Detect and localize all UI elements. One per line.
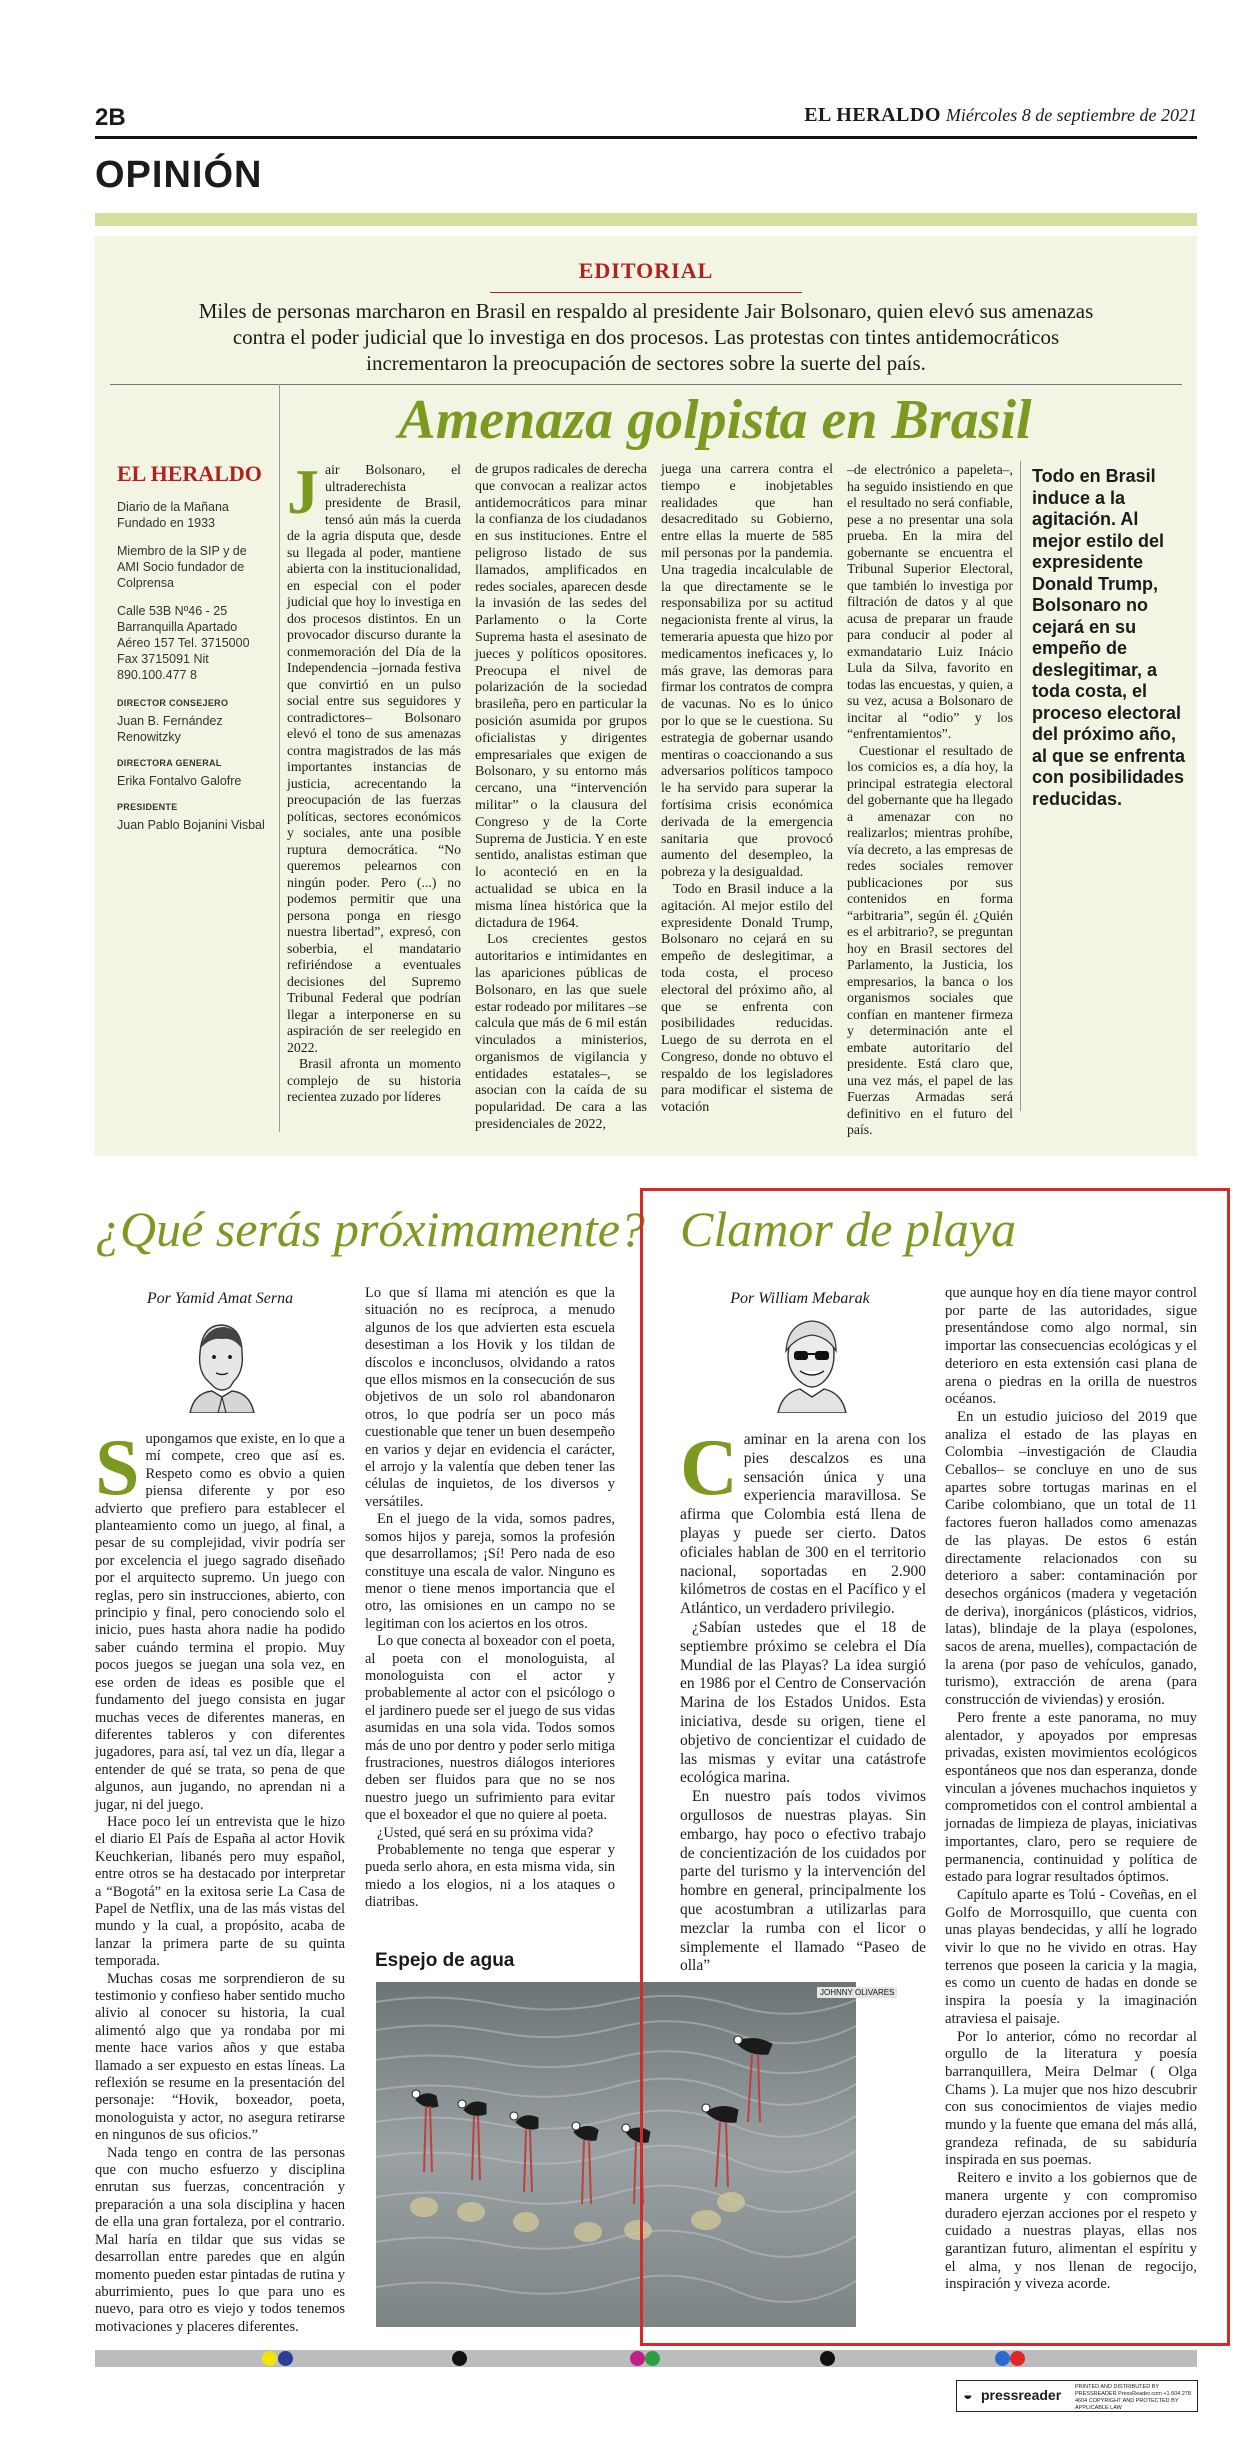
paragraph-text: air Bolsonaro, el ultraderechista presidente de Brasil, tensó aún más la cuerda de la agria disputa que, desde su llegada al poder, mantiene abierta con la institucionalidad, en especial con el poder judicial que hoy lo investiga en dos procesos distintos. En un provocador discurso durante la conmemoración del Día de la Independencia –jornada festiva que convirtió en un pulso social entre sus seguidores y contradictores– Bolsonaro elevó el tono de sus amenazas contra magistrados de las más importantes instancias de justicia, acrecentando la preocupación de las fuerzas políticas, sectores económicos y sociales, ante una posible ruptura democrática. “No queremos pelearnos con ningún poder. Pero (...) no podemos permitir que una persona ponga en riesgo nuestra libertad”, expresó, con soberbia, el mandatario refiriéndose a eventuales decisiones del Supremo Tribunal Federal que podrían llegar a interponerse en su aspiración de ser reelegido en 2022. bbox=[287, 462, 461, 1055]
paragraph: Reitero e invito a los gobiernos que de manera urgente y con compromiso duradero ejerzan acciones por el respeto y cuidado a nuestras playas, ellas nos garantizan futuro, alimentan el espíritu y el alma, y nos llenan de regocijo, inspiración y viveza acorde. bbox=[945, 2170, 1197, 2293]
registration-dot-black bbox=[820, 2351, 835, 2366]
paragraph: Nada tengo en contra de las personas que con mucho esfuerzo y disciplina enrutan sus fuerzas, concentración y preparación a una sola disciplina y hacen de ella una gran fortaleza, por el contrario. Mal haría en tildar que sus vidas se desarrollan entre paredes que en algún momento pueden estar pintadas de rutina y aburrimiento, pues lo que para uno es nuevo, para otro es viejo y todos tenemos motivaciones y placeres diferentes. bbox=[95, 2144, 345, 2335]
kicker-underline bbox=[490, 292, 802, 293]
newspaper-credits bbox=[117, 461, 269, 839]
membership-info: Miembro de la SIP y de AMI Socio fundador de Colprensa bbox=[117, 544, 247, 590]
section-color-bar bbox=[95, 213, 1197, 226]
byline: Por William Mebarak bbox=[730, 1290, 870, 1307]
editorial-headline: Amenaza golpista en Brasil bbox=[398, 389, 1032, 451]
editorial-column-3 bbox=[661, 462, 833, 1117]
paragraph bbox=[287, 456, 461, 1056]
paragraph: de grupos radicales de derecha que convocan a realizar actos antidemocráticos para minar la confianza de los ciudadanos en sus instituciones. Entre el peligroso listado de sus llamados, amplificados en redes sociales, aparecen desde la invasión de las sedes del Parlamento o la Corte Suprema hasta el asesinato de jueces y políticos opositores. Preocupa el nivel de polarización de la sociedad brasileña, pero en particular la posición asumida por grupos oficialistas y dirigentes empresariales que exigen de Bolsonaro, y su entorno más cercano, una “intervención militar” o la clausura del Congreso y de la Corte Suprema de Justicia. Y en este sentido, analistas estiman que lo aconteció en en la actualidad se ubica en la misma línea histórica que la dictadura de 1964. bbox=[475, 462, 647, 931]
paragraph: Muchas cosas me sorprendieron de su testimonio y confieso haber sentido mucho alivio al conocer su historia, la cual alimentó algo que ya rondaba por mi mente hace varios años y que estaba llamado a ser expuesto en estas líneas. La reflexión se resume en la presentación del personaje: “Hovik, boxeador, poeta, monologuista y actor, no asegura retirarse en ningunos de sus oficios.” bbox=[95, 1970, 345, 2144]
pressreader-legal: PRINTED AND DISTRIBUTED BY PRESSREADER PressReader.com +1 604 278 4604 COPYRIGHT AND PROTECTED BY APPLICABLE LAW bbox=[1075, 2384, 1192, 2411]
opinion-column-left-2 bbox=[365, 1285, 615, 1912]
editorial-column-1 bbox=[287, 456, 461, 1106]
opinion-column-left-1 bbox=[95, 1424, 345, 2336]
editorial-box bbox=[95, 236, 1197, 1156]
editorial-column-2 bbox=[475, 462, 647, 1134]
paragraph: Lo que sí llama mi atención es que la situación no es recíproca, a menudo algunos de los que advierten esta escuela desestiman a los Hovik y los tildan de díscolos e inconclusos, olvidando a ratos que ellos mismos en la consecución de sus objetivos de un solo rol abandonaron otros, lo que podría ser un poco más cuestionable que tener un buen desempeño en varios y dejar en evidencia el carácter, el arrojo y la valentía que deben tener las células de inquietos, de los diversos y versátiles. bbox=[365, 1285, 615, 1510]
registration-dot-blue bbox=[278, 2351, 293, 2366]
paragraph: ¿Usted, qué será en su próxima vida? bbox=[377, 1824, 594, 1841]
paragraph-text: upongamos que existe, en lo que a mí compete, creo que así es. Respeto como es obvio a quien piensa diferente y por eso advierto que prefiero para establecer el planteamiento como un juego, al final, a pesar de su complejidad, vivir podría ser por excelencia el juego sagrado diseñado por el arquitecto supremo. Un juego con reglas, pero sin instrucciones, abierto, con principio y final, pero conociendo solo el inicio, pues hasta ahora nadie ha podido saber cuándo termina el propio. Muy pocos juegos se juegan una sola vez, en ese orden de ideas es posible que el fundamento del juego consista en jugar muchas veces de diferentes maneras, en diferentes tableros y con diferentes jugadores, para así, tal vez un día, llegar a entender de qué se trata, so pena de que algunos, aun jugando, no aprendan ni a jugar, ni del juego. bbox=[95, 1431, 345, 1813]
registration-dot-black bbox=[452, 2351, 467, 2366]
paragraph: juega una carrera contra el tiempo e inobjetables realidades que han desacreditado su Gobierno, entre ellas la muerte de 585 mil personas por la pandemia. Una tragedia incalculable de la que directamente se le responsabiliza por su actitud negacionista frente al virus, la temeraria apuesta que hizo por medicamentos ineficaces y, lo más grave, las demoras para firmar los contratos de compra de vacunas. No es lo único por lo que se le cuestiona. Su estrategia de gobernar usando mentiras o coaccionando a sus adversarios políticos tampoco le ha servido para superar la fortísima crisis económica derivada de la emergencia sanitaria que provocó aumento del desempleo, la pobreza y la desigualdad. bbox=[661, 462, 833, 881]
registration-dot-yellow bbox=[262, 2351, 277, 2366]
masthead bbox=[804, 104, 1197, 127]
drop-cap: S bbox=[95, 1424, 140, 1512]
registration-dot-red bbox=[1010, 2351, 1025, 2366]
column-rule bbox=[279, 384, 280, 1132]
section-title: OPINIÓN bbox=[95, 154, 263, 196]
opinion-headline: ¿Qué serás próximamente? bbox=[95, 1201, 645, 1257]
top-rule bbox=[95, 136, 1197, 139]
paragraph: Pero frente a este panorama, no muy alentador, y apoyados por empresas privadas, existen movimientos ecológicos espontáneos que nos dan esperanza, donde vinculan a jóvenes muchachos inquietos y comprometidos con el control ambiental a jornadas de limpieza de playas, iniciativas importantes, claro, pero se requiere de permanencia, continuidad y política de estado para lograr resultados óptimos. bbox=[945, 1709, 1197, 1886]
staff-role: DIRECTORA GENERAL bbox=[117, 758, 222, 768]
paragraph: Lo que conecta al boxeador con el poeta, al poeta con el monologuista, al monologuista con el actor y probablemente al actor con el psicólogo o el jardinero puede ser el juego de sus vidas asumidas en una sola vida. Todos somos más de uno por dentro y poder serlo mitiga frustraciones, nuestros diálogos interiores deben ser fluidos para que no se nos nuestro juego un sufrimiento para evitar que el boxeador el que no quiere al poeta. bbox=[365, 1633, 615, 1824]
paragraph: Capítulo aparte es Tolú - Coveñas, en el Golfo de Morrosquillo, que cuenta con unas playas bendecidas, y allí he logrado vivir lo que no he vivido en otras. Hay terrenos que poseen la caricia y la magia, es como un cuento de hadas en donde se inspira la poesía y la imaginación atraviesa el paisaje. bbox=[945, 1886, 1197, 2027]
selection-highlight-box bbox=[640, 1188, 1230, 2346]
staff-name: Erika Fontalvo Galofre bbox=[117, 774, 242, 788]
paragraph bbox=[95, 1424, 345, 1814]
editorial-column-4 bbox=[847, 462, 1013, 1139]
drop-cap: J bbox=[287, 456, 319, 527]
editorial-divider bbox=[110, 384, 1182, 385]
drop-cap: C bbox=[680, 1424, 738, 1512]
column-rule bbox=[1020, 461, 1021, 1111]
issue-date: Miércoles 8 de septiembre de 2021 bbox=[945, 105, 1197, 125]
paragraph: –de electrónico a papeleta–, ha seguido insistiendo en que el resultado no será confiable, pese a no presentar una sola prueba. En la mira del gobernante se encuentra el Tribunal Superior Electoral, que también lo investiga por filtración de datos y al que acusa de preparar un fraude para conducir al poder al exmandatario Luiz Inácio Lula da Silva, favorito en todas las encuestas, y quien, a su vez, acusa a Bolsonaro de incitar al “odio” y los “enfrentamientos”. bbox=[847, 462, 1013, 741]
paragraph: Brasil afronta un momento complejo de su historia recientea zuzado por líderes bbox=[287, 1056, 461, 1104]
paragraph: Por lo anterior, cómo no recordar al orgullo de la literatura y poesía barranquillera, Meira Delmar ( Olga Chams ). La mujer que nos hizo descubrir con sus conocimientos de viajes medio mundo y la fuente que emana del más allá, grandeza refinada, de su sabiduría inspirada en sus poemas. bbox=[945, 2028, 1197, 2169]
paragraph: Hace poco leí un entrevista que le hizo el diario El País de España al actor Hovik Keuchkerian, libanés pero muy español, entre otros se ha destacado por interpretar a “Bogotá” en la exitosa serie La Casa de Papel de Netflix, una de las más vistas del mundo y la cual, a propósito, acaba de lanzar la primera parte de su quinta temporada. bbox=[95, 1813, 345, 1970]
editorial-kicker: EDITORIAL bbox=[578, 258, 714, 283]
registration-dot-magenta bbox=[630, 2351, 645, 2366]
paragraph: Cuestionar el resultado de los comicios es, a día hoy, la principal estrategia electoral del gobernante que ha llegado a amenazar con no realizarlos; mientras prohíbe, vía decreto, a las empresas de redes sociales remover publicaciones por sus contenidos en forma “arbitraria”, según él. ¿Quién es el arbitrario?, se preguntan hoy en Brasil sectores del Parlamento, la Justicia, los empresarios, la banca o los organismos sociales que confían en mantener firmeza y determinación ante el embate autoritario del presidente. Está claro que, una vez más, el papel de las Fuerzas Armadas será definitivo en el futuro del país. bbox=[847, 742, 1013, 1137]
staff-role: PRESIDENTE bbox=[117, 802, 178, 812]
paragraph: que aunque hoy en día tiene mayor control por parte de las autoridades, sigue presentándose como algo normal, sin importar las consecuencias ecológicas y el deterioro en esta extensión casi plana de arena o piedras en la orilla de nuestros océanos. bbox=[945, 1285, 1197, 1408]
byline: Por Yamid Amat Serna bbox=[146, 1290, 294, 1307]
pressreader-wordmark: pressreader bbox=[981, 2387, 1062, 2403]
photo-credit: JOHNNY OLIVARES bbox=[817, 1987, 897, 1998]
registration-dot-green bbox=[645, 2351, 660, 2366]
pressreader-stamp bbox=[956, 2380, 1198, 2412]
editorial-pullquote: Todo en Brasil induce a la agitación. Al mejor estilo del expresidente Donald Trump, Bolsonaro no cejará en su empeño de deslegitimar, a toda costa, el proceso electoral del próximo año, al que se enfrenta con posibilidades reducidas. bbox=[1032, 466, 1186, 809]
staff-role: DIRECTOR CONSEJERO bbox=[117, 698, 229, 708]
founding-info: Diario de la Mañana Fundado en 1933 bbox=[117, 500, 229, 530]
paragraph: En un estudio juicioso del 2019 que analiza el estado de las playas en Colombia –investigación de Claudia Ceballos– se concluye en uno de sus apartes sobre tortugas marinas en el Caribe colombiano, que un total de 11 factores fueron hallados como amenazas de las playas. De estos 6 están directamente relacionados con su deterioro a saber: contaminación por desechos orgánicos (madera y vegetación de deriva), inorgánicos (plásticos, vidrios, latas), blindaje de la playa (espolones, sacos de arena, muelles), compactación de la arena (por paso de vehículos, ganado, turismo), extracción de arena (para construcción de viviendas) y erosión. bbox=[945, 1408, 1197, 1709]
staff-name: Juan Pablo Bojanini Visbal bbox=[117, 818, 265, 832]
paragraph: Probablemente no tenga que esperar y pueda serlo ahora, en esta misma vida, sin miedo a los elogios, ni a los ataques o diatribas. bbox=[365, 1842, 615, 1911]
paragraph-text: aminar en la arena con los pies descalzos es una sensación única y una experiencia maravillosa. Se afirma que Colombia está llena de playas y puede ser cierto. Datos oficiales hablan de 300 en el territorio nacional, soportadas en 2.900 kilómetros de costas en el Pacífico y el Atlántico, un verdadero privilegio. bbox=[680, 1431, 926, 1618]
contact-info: Calle 53B Nº46 - 25 Barranquilla Apartado Aéreo 157 Tel. 3715000 Fax 3715091 Nit 890.100.477 8 bbox=[117, 604, 250, 682]
opinion-headline: Clamor de playa bbox=[680, 1201, 1017, 1257]
paragraph: En nuestro país todos vivimos orgullosos de nuestras playas. Sin embargo, hay poco o efectivo trabajo de concientización de los cuidados por parte del turismo y la intervención del hombre en general, principalmente los que acostumbran a utilizarlas para mezclar la rumba con el licor o simplemente el llamado “Paseo de olla” bbox=[680, 1788, 926, 1975]
author-portrait bbox=[170, 1313, 270, 1413]
paragraph: En el juego de la vida, somos padres, somos hijos y pareja, somos la profesión que desarrollamos; ¡Sí! Pero nada de eso constituye una escala de valor. Ninguno es menor o tiene menos importancia que el otro, las omisiones en un campo no se legitiman con los aciertos en los otros. bbox=[365, 1511, 615, 1632]
paragraph: Los crecientes gestos autoritarios e intimidantes en las apariciones públicas de Bolsonaro, en las que suele estar rodeado por militares –se calcula que más de 6 mil están vinculados a ministerios, organismos de vigilancia y entidades estatales–, se asocian con la caída de su popularidad. De cara a las presidenciales de 2022, bbox=[475, 932, 647, 1133]
editorial-standfirst: Miles de personas marcharon en Brasil en respaldo al presidente Jair Bolsonaro, quien elevó sus amenazas contra el poder judicial que lo investiga en dos procesos. Las protestas con tintes antidemocráticos incrementaron la preocupación de sectores sobre la suerte del país. bbox=[198, 299, 1094, 375]
pressreader-icon: ◒ bbox=[963, 2387, 973, 2404]
paragraph: ¿Sabían ustedes que el 18 de septiembre próximo se celebra el Día Mundial de las Playas? La idea surgió en 1986 por el Centro de Conservación Marina de los Estados Unidos. Esta iniciativa, desde su origen, tiene el objetivo de concientizar el cuidado de las mismas y evitar una catástrofe ecológica marina. bbox=[680, 1618, 926, 1787]
staff-name: Juan B. Fernández Renowitzky bbox=[117, 714, 223, 744]
page-number: 2B bbox=[95, 104, 126, 131]
paragraph: Todo en Brasil induce a la agitación. Al mejor estilo del expresidente Donald Trump, Bolsonaro no cejará en su empeño de deslegitimar, a toda costa, el proceso electoral del próximo año, al que se enfrenta con posibilidades reducidas. Luego de su derrota en el Congreso, donde no obtuvo el respaldo de los legisladores para modificar el sistema de votación bbox=[661, 881, 833, 1116]
photo-title: Espejo de agua bbox=[375, 1950, 515, 1971]
registration-dot-blue bbox=[995, 2351, 1010, 2366]
masthead-name: EL HERALDO bbox=[804, 104, 941, 126]
newspaper-logo: EL HERALDO bbox=[117, 461, 262, 486]
